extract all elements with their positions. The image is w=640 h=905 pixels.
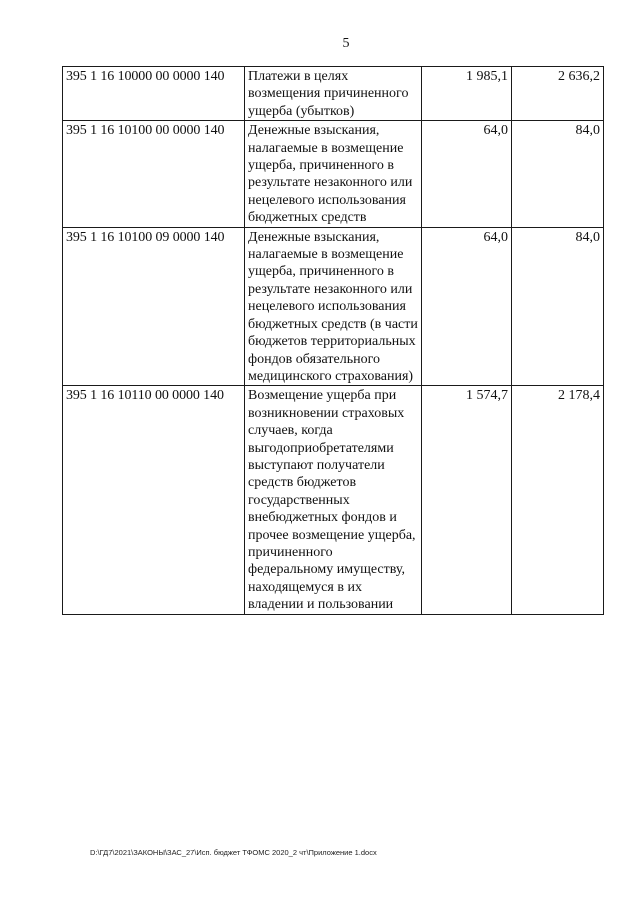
value-1-cell: 64,0 <box>422 227 512 386</box>
table-row <box>63 67 604 121</box>
table-row <box>63 121 604 227</box>
budget-code-cell: 395 1 16 10000 00 0000 140 <box>63 67 245 121</box>
file-path-footer: D:\ГД7\2021\ЗАКОНЫ\ЗАС_27\Исп. бюджет ТФОМС 2020_2 чт\Приложение 1.docx <box>90 848 377 857</box>
budget-code-cell: 395 1 16 10100 00 0000 140 <box>63 121 245 227</box>
budget-code-cell: 395 1 16 10110 00 0000 140 <box>63 386 245 614</box>
value-2-cell: 2 636,2 <box>512 67 604 121</box>
value-1-cell: 1 574,7 <box>422 386 512 614</box>
table-row <box>63 386 604 614</box>
page-number: 5 <box>342 36 350 51</box>
budget-code-cell: 395 1 16 10100 09 0000 140 <box>63 227 245 386</box>
revenue-name-cell: Возмещение ущерба при возникновении страховых случаев, когда выгодоприобретателями выступают получатели средств бюджетов государственных внебюджетных фондов и прочее возмещение ущерба, причиненного федеральному имуществу, находящемуся в их владении и пользовании <box>245 386 422 614</box>
revenue-name-cell: Платежи в целях возмещения причиненного ущерба (убытков) <box>245 67 422 121</box>
revenue-name-cell: Денежные взыскания, налагаемые в возмещение ущерба, причиненного в результате незаконного или нецелевого использования бюджетных средств <box>245 121 422 227</box>
value-1-cell: 64,0 <box>422 121 512 227</box>
revenue-name-cell: Денежные взыскания, налагаемые в возмещение ущерба, причиненного в результате незаконного или нецелевого использования бюджетных средств (в части бюджетов территориальных фондов обязательного медицинского страхования) <box>245 227 422 386</box>
value-1-cell: 1 985,1 <box>422 67 512 121</box>
budget-table <box>62 66 604 615</box>
value-2-cell: 2 178,4 <box>512 386 604 614</box>
table-row <box>63 227 604 386</box>
value-2-cell: 84,0 <box>512 121 604 227</box>
value-2-cell: 84,0 <box>512 227 604 386</box>
